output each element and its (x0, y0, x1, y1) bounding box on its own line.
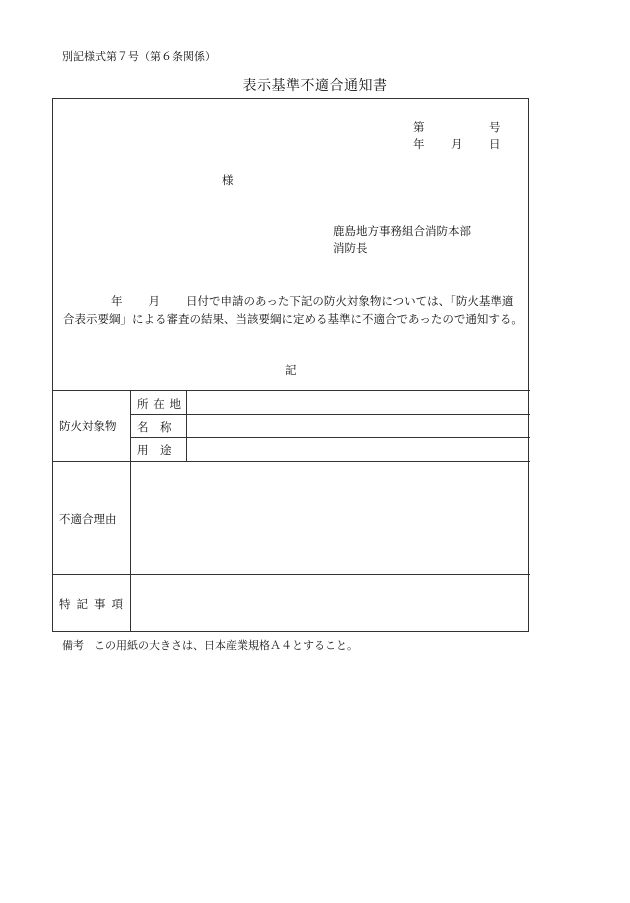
addressee-honorific: 様 (222, 173, 234, 187)
body-text: 日付で申請のあった下記の防火対象物については、「防火基準適合表示要綱」による審査の結果、当該要綱に定める基準に不適合であったので通知する。 (63, 294, 523, 326)
body-year: 年 (111, 294, 123, 308)
row-rule-4 (53, 574, 530, 575)
row-rule-1 (131, 414, 530, 415)
reason-label: 不適合理由 (59, 512, 117, 526)
date-day: 日 (489, 137, 501, 151)
notification-form (52, 98, 529, 632)
label-column-rule (130, 390, 131, 632)
target-label: 防火対象物 (59, 419, 117, 433)
document-title: 表示基準不適合通知書 (242, 78, 388, 94)
notes-label: 特記事項 (59, 597, 129, 611)
number-suffix: 号 (489, 120, 501, 134)
row-rule-2 (131, 437, 530, 438)
table-top-rule (53, 390, 530, 391)
notice-body (63, 292, 523, 328)
sender-organization: 鹿島地方事務組合消防本部 (333, 224, 471, 238)
remark-text: この用紙の大きさは、日本産業規格Ａ４とすること。 (94, 639, 358, 652)
remark (62, 637, 358, 653)
sender-title: 消防長 (333, 241, 368, 255)
body-month: 月 (148, 294, 160, 308)
row-rule-3 (53, 461, 530, 462)
name-label: 名 称 (137, 420, 172, 434)
number-prefix: 第 (413, 120, 425, 134)
ki-heading: 記 (285, 363, 297, 377)
form-number-label: 別記様式第７号（第６条関係） (62, 50, 216, 63)
location-label: 所 在 地 (137, 397, 181, 411)
remark-label: 備考 (62, 639, 84, 652)
date-month: 月 (451, 137, 463, 151)
date-year: 年 (413, 137, 425, 151)
sublabel-column-rule (186, 390, 187, 461)
use-label: 用 途 (137, 443, 172, 457)
